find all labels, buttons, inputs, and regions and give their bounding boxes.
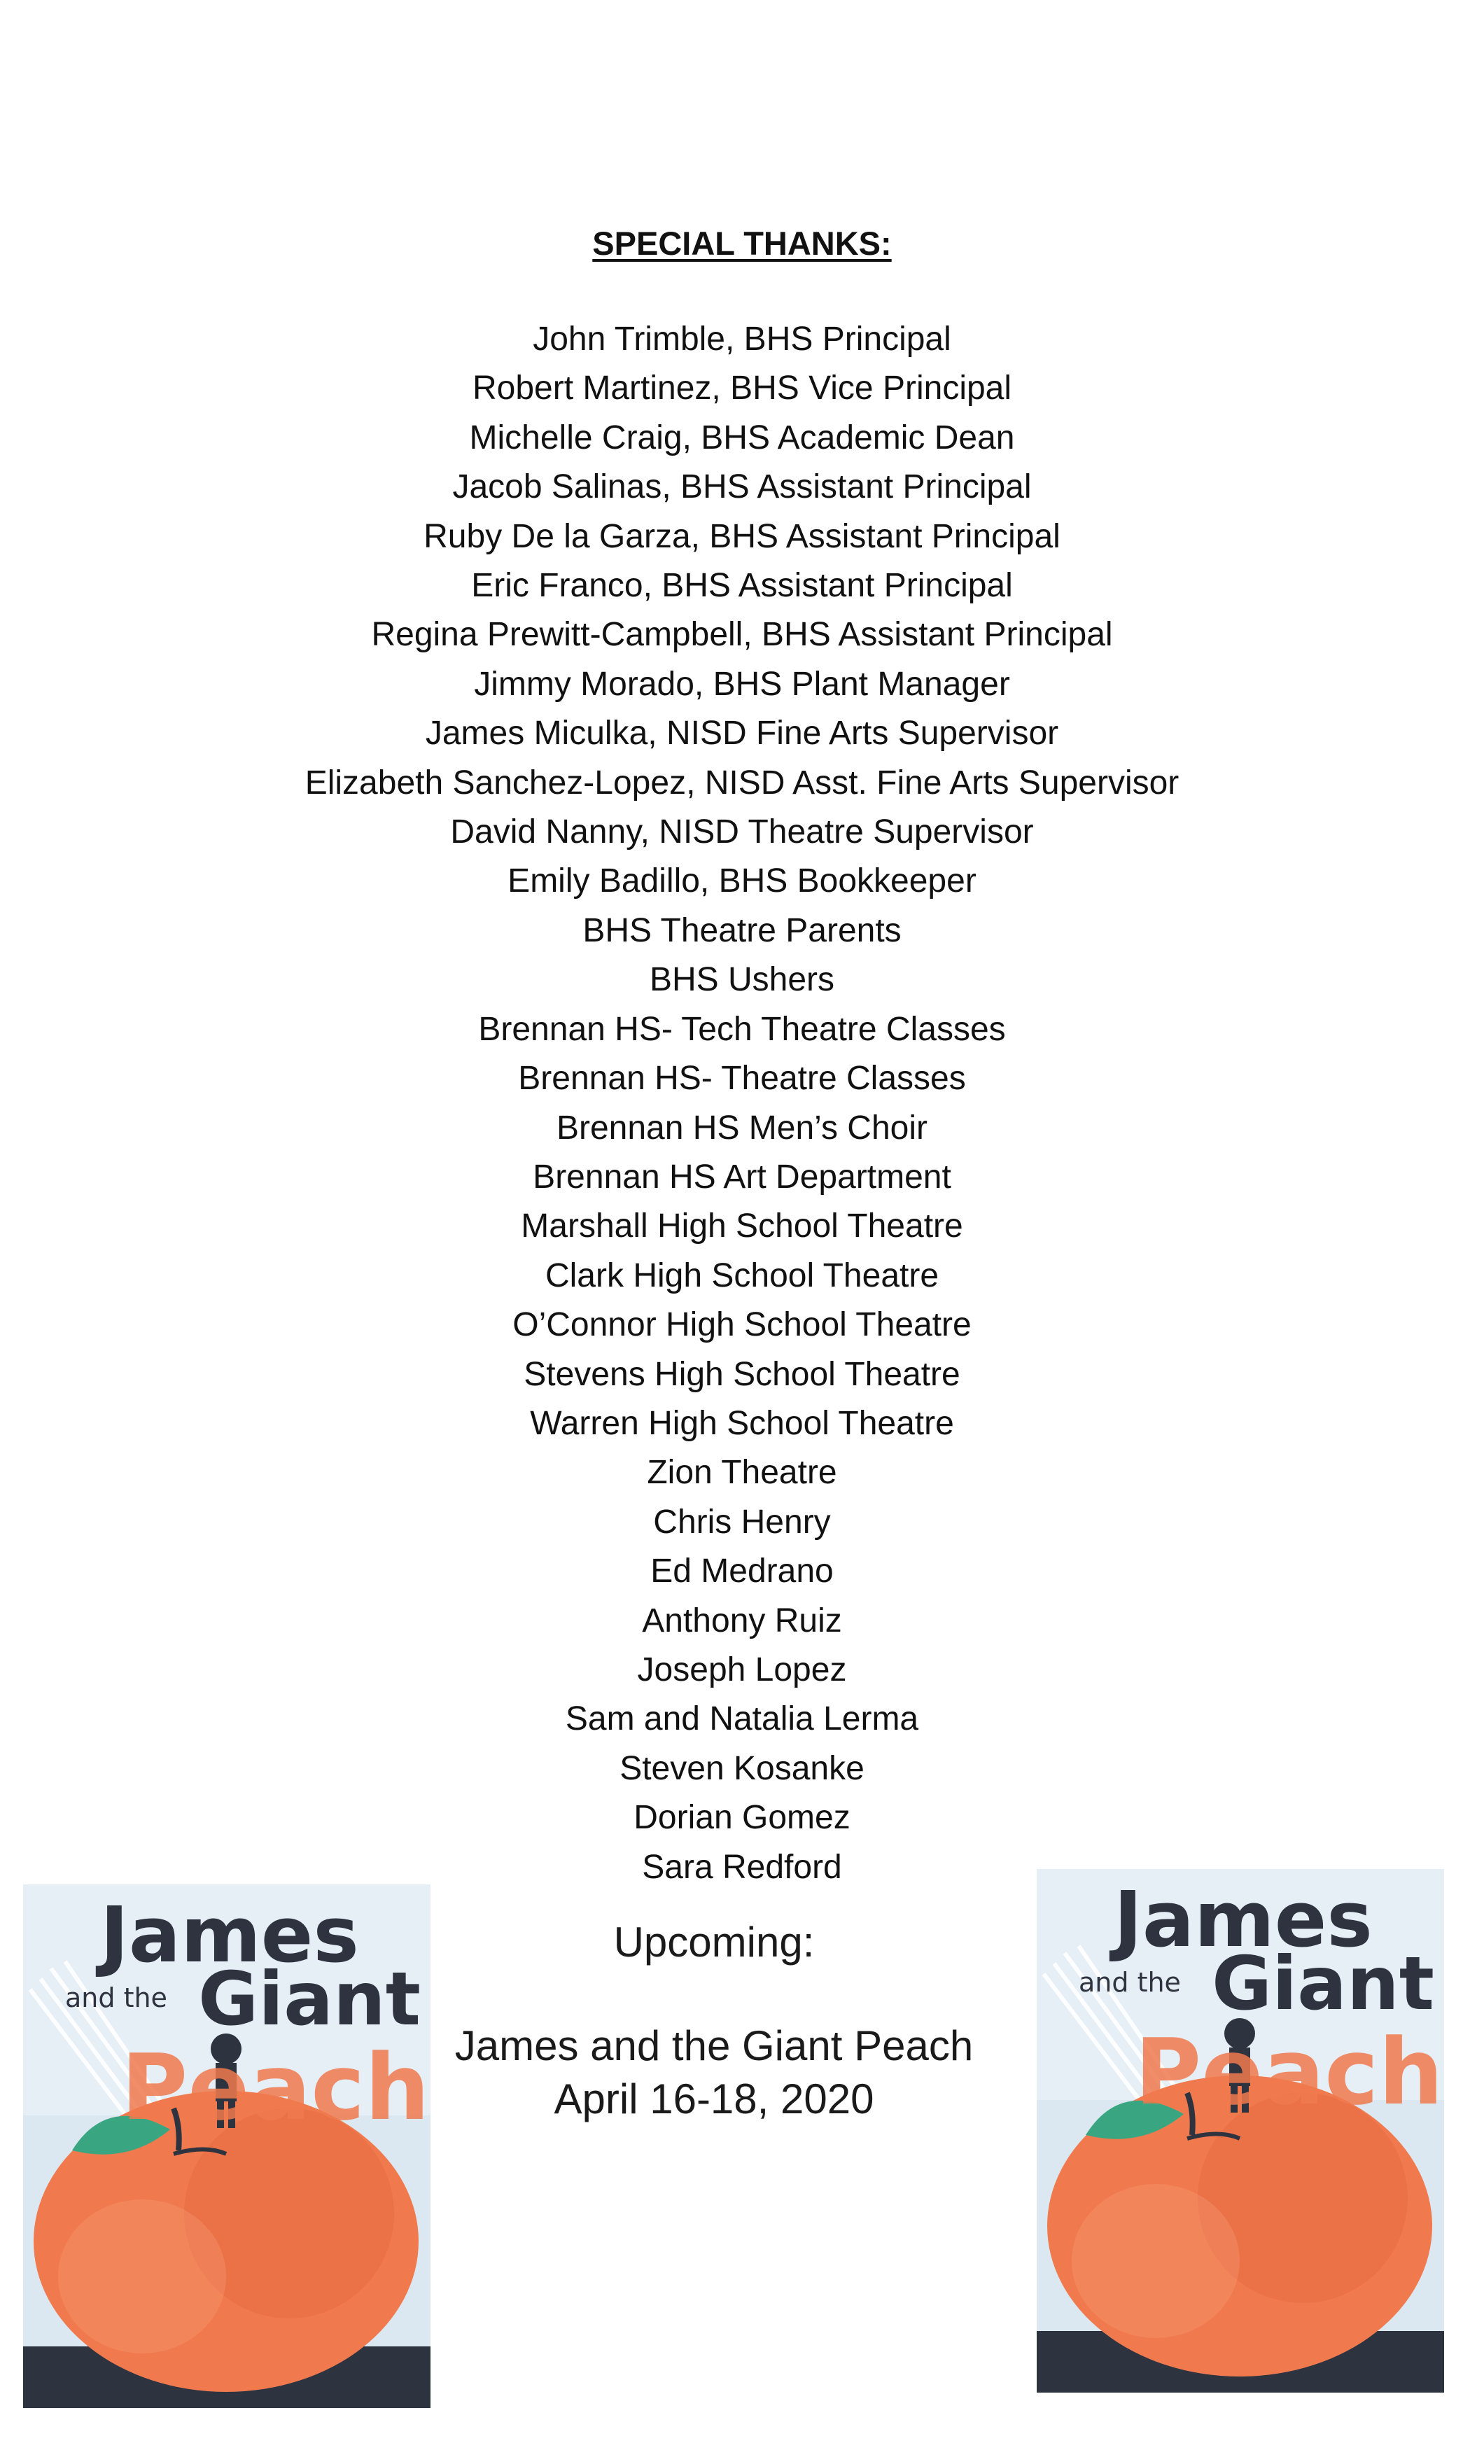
thanks-list-item: Sara Redford	[642, 1848, 842, 1886]
poster-title-giant: Giant	[198, 1956, 421, 2042]
poster-title-peach: Peach	[121, 2034, 430, 2141]
poster-title-james: James	[1114, 1875, 1373, 1964]
giant-peach-poster-illustration	[23, 1884, 430, 2408]
thanks-list-item: Warren High School Theatre	[530, 1404, 954, 1442]
upcoming-show-dates: April 16-18, 2020	[554, 2076, 874, 2122]
thanks-list-item: Brennan HS- Theatre Classes	[518, 1060, 966, 1098]
thanks-list-item: O’Connor High School Theatre	[512, 1306, 972, 1344]
thanks-list-item: Marshall High School Theatre	[521, 1208, 963, 1245]
poster-title-james: James	[100, 1890, 359, 1980]
giant-peach-poster-illustration	[1037, 1869, 1444, 2393]
thanks-list-item: Zion Theatre	[647, 1454, 837, 1492]
upcoming-label: Upcoming:	[613, 1919, 815, 1966]
thanks-list-item: Sam and Natalia Lerma	[565, 1700, 919, 1738]
thanks-list-item: Brennan HS Men’s Choir	[556, 1109, 928, 1147]
thanks-list-item: Chris Henry	[653, 1503, 831, 1541]
thanks-list-item: Elizabeth Sanchez-Lopez, NISD Asst. Fine Arts Supervisor	[304, 764, 1180, 802]
thanks-list-item: Stevens High School Theatre	[524, 1355, 960, 1393]
thanks-list-item: Brennan HS- Tech Theatre Classes	[478, 1010, 1006, 1048]
thanks-list-item: Dorian Gomez	[634, 1799, 850, 1837]
upcoming-section	[427, 1914, 1001, 2126]
thanks-list-item: Steven Kosanke	[620, 1749, 864, 1787]
thanks-list-item: Robert Martinez, BHS Vice Principal	[472, 370, 1012, 407]
thanks-list-item: Michelle Craig, BHS Academic Dean	[469, 419, 1015, 456]
thanks-list-item: David Nanny, NISD Theatre Supervisor	[450, 813, 1034, 851]
poster-title-and-the: and the	[1079, 1967, 1181, 1998]
poster-right	[1037, 1869, 1444, 2393]
thanks-list-item: Clark High School Theatre	[545, 1256, 939, 1294]
thanks-list-item: Anthony Ruiz	[642, 1602, 842, 1639]
thanks-list-item: Jimmy Morado, BHS Plant Manager	[474, 665, 1010, 703]
poster-left	[23, 1884, 430, 2408]
thanks-list-item: Eric Franco, BHS Assistant Principal	[471, 567, 1013, 605]
thanks-list-item: Jacob Salinas, BHS Assistant Principal	[452, 468, 1032, 506]
thanks-list-item: BHS Ushers	[649, 961, 835, 999]
thanks-list-item: Brennan HS Art Department	[533, 1158, 951, 1196]
thanks-list-item: Joseph Lopez	[637, 1651, 847, 1688]
thanks-list-item: Ruby De la Garza, BHS Assistant Principal	[424, 517, 1060, 555]
thanks-list-item: John Trimble, BHS Principal	[533, 321, 951, 358]
poster-title-giant: Giant	[1212, 1941, 1434, 2026]
upcoming-show-title: James and the Giant Peach	[454, 2022, 974, 2069]
thanks-list-item: James Miculka, NISD Fine Arts Supervisor	[425, 715, 1059, 752]
special-thanks-list	[0, 315, 1484, 1892]
thanks-list-item: BHS Theatre Parents	[582, 911, 902, 949]
thanks-list-item: Regina Prewitt-Campbell, BHS Assistant Principal	[371, 616, 1113, 654]
thanks-list-item: Emily Badillo, BHS Bookkeeper	[507, 862, 976, 900]
thanks-list-item: Ed Medrano	[650, 1553, 834, 1590]
poster-title-and-the: and the	[65, 1982, 167, 2013]
poster-title-peach: Peach	[1135, 2019, 1443, 2125]
special-thanks-heading: SPECIAL THANKS:	[592, 225, 892, 262]
